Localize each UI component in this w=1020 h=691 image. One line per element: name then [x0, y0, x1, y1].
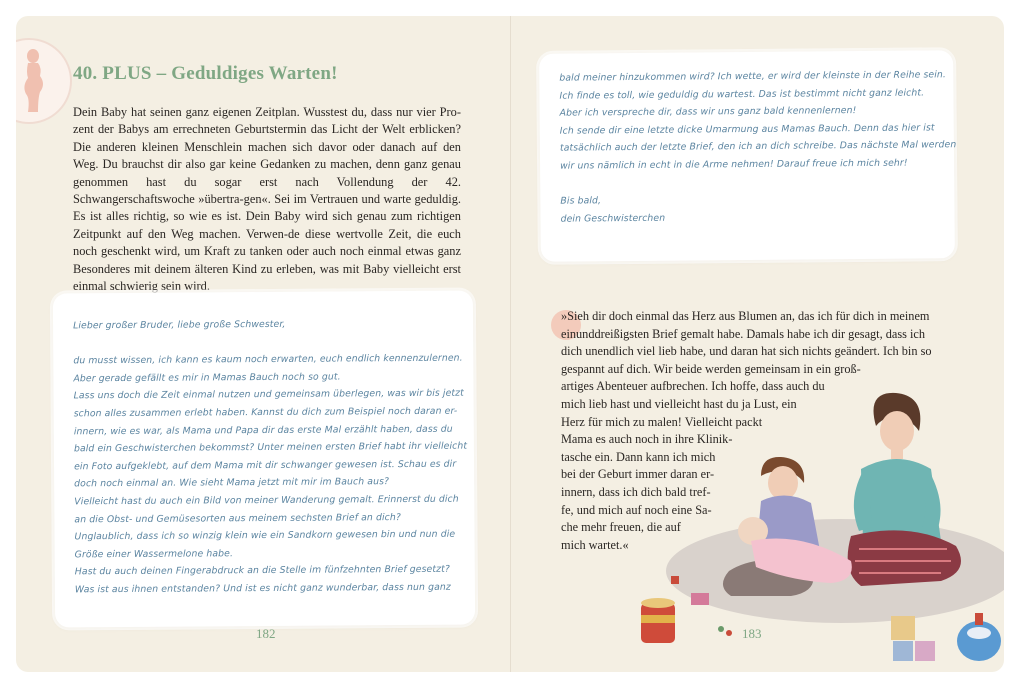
- page-title: 40. PLUS – Geduldiges Warten!: [73, 63, 338, 84]
- toy-blocks: [891, 616, 935, 661]
- quote-line: Mama es auch noch in ihre Klinik-: [561, 432, 733, 447]
- book-spread: [16, 16, 1004, 672]
- quote-line: fe, und mich auf noch eine Sa-: [561, 502, 712, 517]
- letter-text: [559, 66, 957, 228]
- quote-line: mich wartet.«: [561, 537, 629, 552]
- mother-figure: [848, 393, 961, 586]
- letter-line: tatsächlich auch der letzte Brief, den ich an dich schreibe. Das nächste Mal werden: [559, 139, 957, 155]
- quote-line: gespannt auf dich. Wir beide werden gemeinsam in ein groß-: [561, 361, 861, 376]
- quote-line: che mehr freuen, die auf: [561, 520, 681, 535]
- family-illustration: [611, 371, 1004, 671]
- quote-line: tasche ein. Dann kann ich mich: [561, 449, 716, 464]
- quote-line: Herz für mich zu malen! Vielleicht packt: [561, 414, 763, 429]
- letter-text: [73, 315, 468, 599]
- page-number-left: 182: [256, 626, 276, 641]
- toy-spinning-top: [957, 613, 1001, 661]
- letter-line: bald meiner hinzukommen wird? Ich wette, er wird der kleinste in der Reihe sein.: [559, 69, 947, 84]
- letter-line: an die Obst- und Gemüsesorten aus meinem sechsten Brief an dich?: [74, 511, 401, 525]
- letter-line: Lieber großer Bruder, liebe große Schwester,: [73, 318, 286, 332]
- letter-line: ein Foto aufgeklebt, auf dem Mama mit dir schwanger gewesen ist. Schau es dir: [74, 458, 457, 473]
- letter-line: Hast du auch deinen Fingerabdruck an die Stelle im fünfzehnten Brief gesetzt?: [74, 564, 450, 578]
- letter-line: Ich sende dir eine letzte dicke Umarmung aus Mamas Bauch. Denn das hier ist: [559, 122, 935, 137]
- letter-card: [53, 291, 475, 628]
- letter-line: du musst wissen, ich kann es kaum noch erwarten, euch endlich kennenzulernen.: [73, 352, 463, 367]
- letter-line: Bis bald,: [560, 195, 602, 207]
- letter-line: Was ist aus ihnen entstanden? Und ist es nicht ganz wunderbar, dass nun ganz: [74, 581, 451, 596]
- quote-line: dich unendlich viel lieb habe, und daran hat sich nichts geändert. Ich bin so: [561, 344, 932, 359]
- letter-line: Ich finde es toll, wie geduldig du wartest. Das ist bestimmt nicht ganz leicht.: [559, 87, 925, 102]
- intro-paragraph: Dein Baby hat seinen ganz eigenen Zeitplan. Wusstest du, dass nur vier Pro-zent der Babys am errechneten Geburtstermin das Licht der Welt erblicken? Die anderen kleinen Menschlein machen sich davor oder danach auf den Weg. Du brauchst dir also gar keine Gedanken zu machen, denn ganz genau genommen hast du sogar erst nach Vollendung der 42. Schwangerschaftswoche »übertra-gen«. Sei im Vertrauen und warte geduldig. Es ist alles richtig, so wie es ist. Dein Baby wird sich genau zum richtigen Zeitpunkt auf den Weg machen. Verwen-de diese wertvolle Zeit, die euch noch geschenkt wird, um Kraft zu tanken oder auch noch einmal etwas ganz Besonderes mit deinem älteren Kind zu erleben, was mit Baby vielleicht erst einmal schwierig sein wird.: [73, 105, 461, 294]
- letter-card: [539, 50, 955, 262]
- letter-line: Größe einer Wassermelone habe.: [74, 547, 234, 561]
- quote-line: bei der Geburt immer daran er-: [561, 467, 715, 482]
- pregnant-woman-icon: [18, 48, 48, 114]
- letter-line: dein Geschwisterchen: [560, 212, 666, 225]
- quote-line: mich lieb hast und vielleicht hast du ja Lust, ein: [561, 396, 797, 411]
- letter-line: innern, wie es war, als Mama und Papa dir das erste Mal erzählt haben, dass du: [73, 423, 453, 437]
- letter-line: Vielleicht hast du auch ein Bild von meiner Wanderung gemalt. Erinnerst du dich: [74, 493, 459, 508]
- quote-line: einunddreißigsten Brief gemalt habe. Damals habe ich dir gesagt, dass ich: [561, 326, 926, 341]
- letter-line: doch noch einmal an. Wie sieht Mama jetzt mit mir im Bauch aus?: [74, 476, 390, 490]
- letter-line: bald ein Geschwisterchen bekommst? Unter meinen ersten Brief habt ihr vielleicht: [73, 440, 468, 455]
- letter-line: Aber ich verspreche dir, dass wir uns ganz bald kennenlernen!: [559, 105, 857, 119]
- toy-drum: [641, 598, 675, 643]
- quote-line: »Sieh dir doch einmal das Herz aus Blumen an, das ich für dich in meinem: [561, 309, 930, 323]
- letter-line: schon alles zusammen erlebt haben. Kannst du dich zum Beispiel noch daran er-: [73, 405, 458, 420]
- letter-line: Lass uns doch die Zeit einmal nutzen und gemeinsam überlegen, was wir bis jetzt: [73, 387, 464, 402]
- quote-line: innern, dass ich dich bald tref-: [561, 484, 711, 499]
- page-number-right: 183: [742, 626, 762, 641]
- quote-line: artiges Abenteuer aufbrechen. Ich hoffe, dass auch du: [561, 379, 825, 394]
- letter-line: Aber gerade gefällt es mir in Mamas Bauch noch so gut.: [73, 371, 341, 385]
- letter-line: Unglaublich, dass ich so winzig klein wie ein Sandkorn gewesen bin und nun die: [74, 528, 456, 543]
- letter-line: wir uns nämlich in echt in die Arme nehmen! Darauf freue ich mich sehr!: [560, 157, 908, 172]
